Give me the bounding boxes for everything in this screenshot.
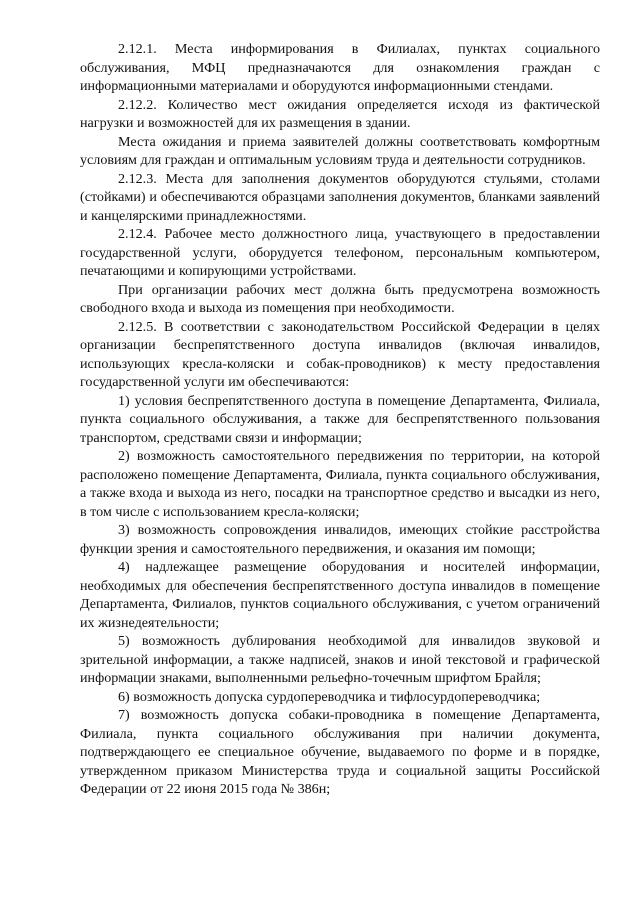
paragraph-2-12-5: 2.12.5. В соответствии с законодательством Российской Федерации в целях организации беспрепятственного доступа инвалидов (включая инвалидов, использующих кресла-коляски и собак-проводников) к месту предоставления государственной услуги им обеспечиваются: — [80, 318, 600, 390]
list-item-2: 2) возможность самостоятельного передвижения по территории, на которой расположено помещение Департамента, Филиала, пункта социального обслуживания, а также входа и выхода из него, посадки на транспортное средство и высадки из него, в том числе с использованием кресла-коляски; — [80, 448, 600, 520]
list-item-3: 3) возможность сопровождения инвалидов, имеющих стойкие расстройства функции зрения и самостоятельного передвижения, и оказания им помощи; — [80, 522, 600, 557]
document-page — [80, 40, 600, 799]
list-item-7: 7) возможность допуска собаки-проводника в помещение Департамента, Филиала, пункта социального обслуживания при наличии документа, подтверждающего ее специальное обучение, выдаваемого по форме и в порядке, утвержденном приказом Министерства труда и социальной защиты Российской Федерации от 22 июня 2015 года № 386н; — [80, 707, 600, 797]
paragraph-2-12-3: 2.12.3. Места для заполнения документов оборудуются стульями, столами (стойками) и обеспечиваются образцами заполнения документов, бланками заявлений и канцелярскими принадлежностями. — [80, 170, 600, 224]
paragraph-2-12-1: 2.12.1. Места информирования в Филиалах, пунктах социального обслуживания, МФЦ предназначаются для ознакомления граждан с информационными материалами и оборудуются информационными стендами. — [80, 41, 600, 94]
paragraph-waiting-places: Места ожидания и приема заявителей должны соответствовать комфортным условиям для граждан и оптимальным условиям труда и деятельности сотрудников. — [80, 133, 600, 168]
paragraph-2-12-4: 2.12.4. Рабочее место должностного лица, участвующего в предоставлении государственной услуги, оборудуется телефоном, персональным компьютером, печатающими и копирующими устройствами. — [80, 226, 600, 279]
paragraph-2-12-2: 2.12.2. Количество мест ожидания определяется исходя из фактической нагрузки и возможностей для их размещения в здании. — [80, 96, 600, 131]
list-item-1: 1) условия беспрепятственного доступа в помещение Департамента, Филиала, пункта социального обслуживания, а также для беспрепятственного пользования транспортом, средствами связи и информации; — [80, 392, 600, 446]
list-item-6: 6) возможность допуска сурдопереводчика и тифлосурдопереводчика; — [118, 688, 541, 705]
list-item-5: 5) возможность дублирования необходимой для инвалидов звуковой и зрительной информации, а также надписей, знаков и иной текстовой и графической информации знаками, выполненными рельефно-точечным шрифтом Брайля; — [80, 633, 600, 686]
list-item-4: 4) надлежащее размещение оборудования и носителей информации, необходимых для обеспечения беспрепятственного доступа инвалидов в помещение Департамента, Филиалов, пунктов социального обслуживания, с учетом ограничений их жизнедеятельности; — [80, 559, 600, 631]
paragraph-workplace-organization: При организации рабочих мест должна быть предусмотрена возможность свободного входа и выхода из помещения при необходимости. — [80, 281, 600, 316]
